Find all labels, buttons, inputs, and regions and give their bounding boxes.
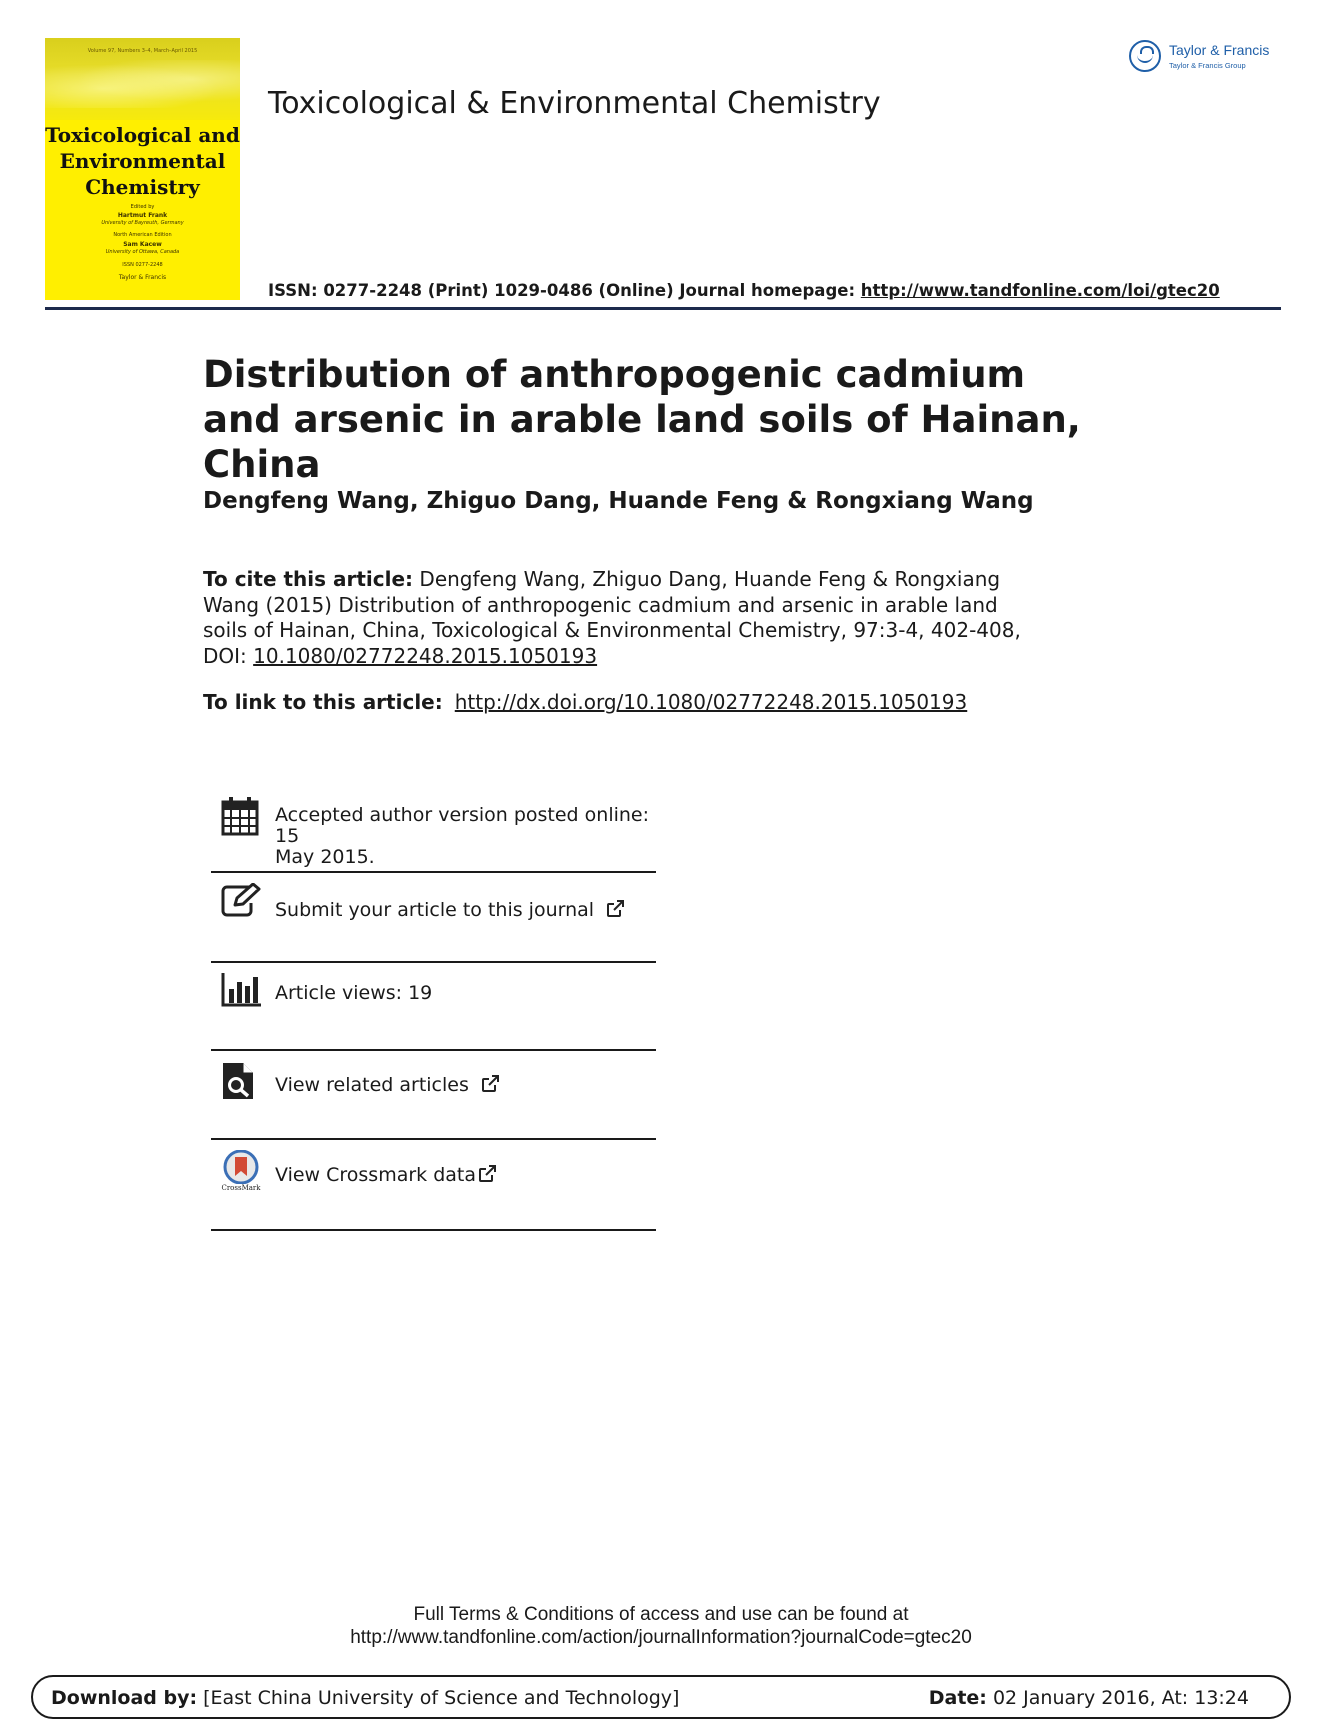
cover-editor-2: Sam Kacew (123, 241, 162, 248)
related-text[interactable] (275, 1075, 499, 1096)
calendar-icon (221, 796, 261, 836)
crossmark-text[interactable] (275, 1165, 496, 1186)
crossmark-label[interactable]: View Crossmark data (275, 1164, 477, 1186)
related-label[interactable]: View related articles (275, 1074, 469, 1096)
lamp-icon (1129, 40, 1161, 72)
accepted-line-2: May 2015. (275, 846, 375, 868)
cover-title: Toxicological and Environmental Chemistry (45, 123, 240, 199)
external-link-icon (481, 1075, 499, 1093)
edit-icon (221, 883, 261, 923)
terms-line-2[interactable]: http://www.tandfonline.com/action/journalInformation?journalCode=gtec20 (350, 1627, 972, 1648)
submit-label[interactable]: Submit your article to this journal (275, 899, 595, 921)
crossmark-icon (221, 1150, 265, 1196)
download-value: [East China University of Science and Technology] (197, 1687, 680, 1709)
issn-text: ISSN: 0277-2248 (Print) 1029-0486 (Online) Journal homepage: (268, 281, 861, 300)
terms-line-1: Full Terms & Conditions of access and use can be found at (413, 1604, 909, 1625)
taylor-francis-logo (1129, 39, 1289, 79)
cover-editor-1: Hartmut Frank (117, 212, 168, 219)
doi-link[interactable]: 10.1080/02772248.2015.1050193 (253, 643, 598, 668)
cite-text: Dengfeng Wang, Zhiguo Dang, Huande Feng & Rongxiang Wang (2015) Distribution of anthropogenic cadmium and arsenic in arable land soils of Hainan, China, Toxicological & Environmental Chemistry, 97:3-4, 402-408, DOI: (203, 567, 1021, 668)
header-rule (45, 307, 1281, 310)
download-date (929, 1687, 1249, 1709)
article-link[interactable]: http://dx.doi.org/10.1080/02772248.2015.1050193 (454, 690, 968, 714)
submit-text[interactable] (275, 900, 624, 921)
cover-volume-line: Volume 97, Numbers 3–4, March–April 2015 (87, 48, 198, 54)
cover-editor-1-affiliation: University of Bayreuth, Germany (101, 220, 184, 226)
download-by (51, 1687, 679, 1709)
views-row (211, 963, 656, 1051)
download-label: Download by: (51, 1687, 198, 1709)
accepted-row (211, 790, 656, 873)
date-value: 02 January 2016, At: 13:24 (986, 1687, 1249, 1709)
external-link-icon (478, 1165, 496, 1183)
download-info-box (31, 1675, 1291, 1719)
cover-edited-by: Edited by (130, 204, 155, 210)
article-title: Distribution of anthropogenic cadmium and arsenic in arable land soils of Hainan, China (203, 353, 1081, 486)
views-text: Article views: 19 (275, 982, 433, 1004)
cover-na-edition: North American Edition (113, 232, 172, 238)
terms-notice (0, 1603, 1322, 1649)
cover-editor-2-affiliation: University of Ottawa, Canada (105, 249, 180, 255)
article-authors: Dengfeng Wang, Zhiguo Dang, Huande Feng & Rongxiang Wang (203, 488, 1034, 514)
journal-title: Toxicological & Environmental Chemistry (268, 86, 881, 121)
cover-publisher: Taylor & Francis (118, 274, 167, 281)
journal-cover (45, 38, 240, 300)
crossmark-logo-text: CrossMark (221, 1184, 261, 1192)
journal-homepage-link[interactable]: http://www.tandfonline.com/loi/gtec20 (860, 281, 1220, 300)
external-link-icon (606, 900, 624, 918)
issn-line (268, 281, 1220, 300)
link-line (203, 690, 967, 714)
accepted-text (275, 805, 656, 868)
date-label: Date: (928, 1687, 987, 1709)
cite-label: To cite this article: (203, 567, 414, 591)
citation (203, 567, 1033, 669)
cover-issn: ISSN 0277-2248 (122, 262, 163, 268)
accepted-line-1: Accepted author version posted online: 15 (275, 804, 650, 847)
link-label: To link to this article: (203, 690, 443, 714)
crossmark-row[interactable] (211, 1140, 656, 1231)
bar-chart-icon (221, 973, 261, 1013)
related-row[interactable] (211, 1051, 656, 1140)
logo-name: Taylor & Francis (1169, 42, 1270, 58)
document-search-icon (221, 1061, 261, 1101)
submit-row[interactable] (211, 873, 656, 963)
logo-group: Taylor & Francis Group (1169, 61, 1246, 70)
